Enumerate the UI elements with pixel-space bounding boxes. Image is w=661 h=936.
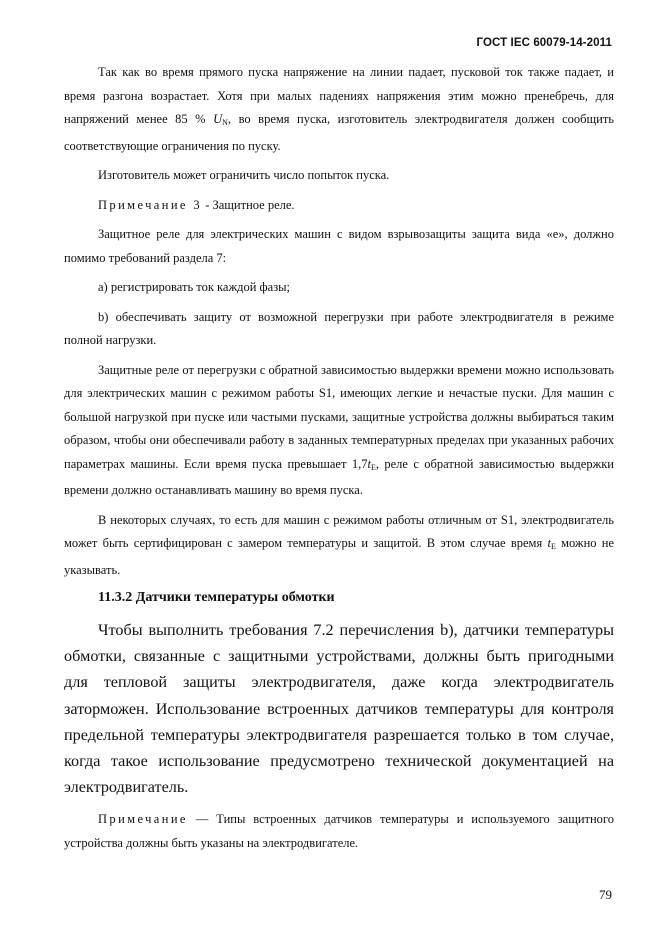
list-item-a: a) регистрировать ток каждой фазы; [98,280,290,294]
paragraph-voltage-drop: Так как во время прямого пуска напряжение на линии падает, пусковой ток также падает, и время разгона возрастает. Хотя при малых падениях напряжения этим можно пренебречь, для напряжений менее 85 % $U_N$, во время пуска, изготовитель электродвигателя должен сообщить соответствующие ограничения по пуску. [64,65,614,153]
note-label: Примечание 3 [98,197,203,212]
document-code-header: ГОСТ IEC 60079-14-2011 [476,37,612,49]
paragraph-overload-relays: Защитные реле от перегрузки с обратной зависимостью выдержки времени можно использовать для электрических машин с режимом работы S1, имеющих легкие и нечастые пуски. Для машин с большой нагрузкой при пуске или частыми пусками, защитные устройства должны выбираться таким образом, чтобы они обеспечивали работу в заданных температурных пределах при указанных рабочих параметрах машины. Если время пуска превышает $1,7t_E$, реле с обратной зависимостью выдержки времени должно останавливать машину во время пуска. [64,362,614,497]
paragraph-certification: В некоторых случаях, то есть для машин с режимом работы отличным от S1, электродвигатель может быть сертифицирован с замером температуры и защитой. В этом случае время $t_E$ можно не указывать. [64,512,614,577]
note-label: Примечание [98,812,188,827]
note-3: Примечание 3 - Защитное реле. [98,197,295,212]
section-heading: 11.3.2 Датчики температуры обмотки [98,590,335,605]
page-number: 79 [599,887,612,902]
paragraph-start-attempts: Изготовитель может ограничить число попыток пуска. [98,168,390,182]
document-body [64,61,614,855]
paragraph-protective-relay: Защитное реле для электрических машин с видом взрывозащиты защита вида «е», должно помимо требований раздела 7: [64,227,614,265]
list-item-b: b) обеспечивать защиту от возможной перегрузки при работе электродвигателя в режиме полной нагрузки. [64,309,614,347]
voltage-symbol: U [213,112,223,126]
paragraph-temperature-sensors: Чтобы выполнить требования 7.2 перечисления b), датчики температуры обмотки, связанные с защитными устройствами, должны быть пригодными для тепловой защиты электродвигателя, даже когда электродвигатель заторможен. Использование встроенных датчиков температуры для контроля предельной температуры электродвигателя разрешается только в том случае, когда такое использование предусмотрено технической документацией на электродвигатель. [64,621,614,797]
note-sensor-types: Примечание — Типы встроенных датчиков температуры и используемого защитного устройства должны быть указаны на электродвигателе. [64,812,614,850]
